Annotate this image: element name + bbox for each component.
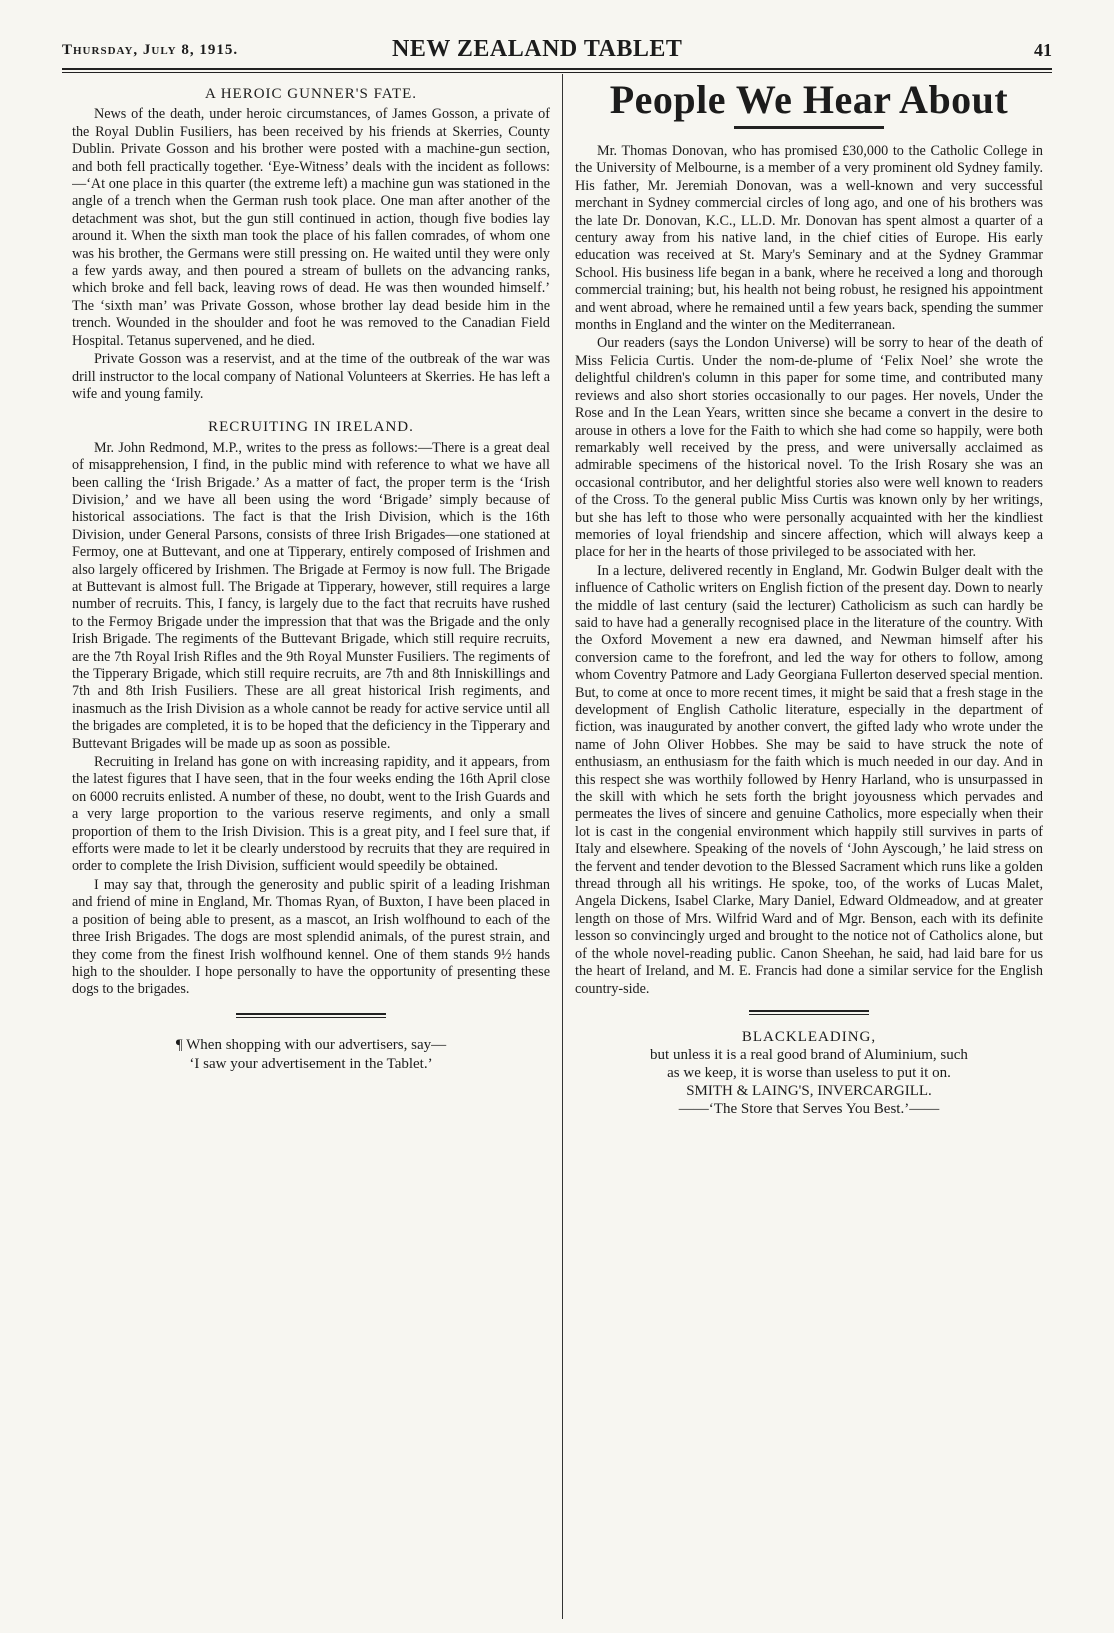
section-masthead: People We Hear About	[609, 78, 1009, 122]
header-date: Thursday, July 8, 1915.	[62, 42, 239, 58]
paragraph: Recruiting in Ireland has gone on with increasing rapidity, and it appears, from the latest figures that I have seen, that in the four weeks ending the 16th April close on 6000 recruits enlisted. A number of these, no doubt, went to the Irish Guards and a very large proportion to the various reserve regiments, and only a small proportion of them to the Irish Division. This is a great pity, and I feel sure that, if efforts were made to let it be clearly understood by recruits that they are required in order to complete the Irish Division, sufficient would speedily be obtained.	[72, 754, 550, 875]
ad-line: SMITH & LAING'S, INVERCARGILL.	[686, 1083, 932, 1100]
advertiser-note	[72, 1036, 550, 1074]
left-column	[72, 86, 550, 1616]
newspaper-title: NEW ZEALAND TABLET	[392, 36, 683, 62]
right-column	[575, 78, 1043, 1618]
section-rule	[236, 1013, 386, 1018]
ad-rule	[749, 1010, 869, 1015]
advertiser-note-line: ‘I saw your advertisement in the Tablet.’	[189, 1055, 433, 1072]
advertiser-note-line: ¶ When shopping with our advertisers, say—	[175, 1036, 447, 1053]
ad-line: ——‘The Store that Serves You Best.’——	[678, 1101, 940, 1118]
page-header	[62, 36, 1052, 66]
ad-title: BLACKLEADING,	[741, 1028, 877, 1045]
paragraph: Mr. John Redmond, M.P., writes to the press as follows:—There is a great deal of misapprehension, I find, in the public mind with reference to what we have all been calling the ‘Irish Brigade.’ As a matter of fact, the proper term is the ‘Irish Division,’ and we have all been using the word ‘Brigade’ simply because of historical associations. The fact is that the Irish Division, which is the 16th Division, under General Parsons, consists of three Irish Brigades—one stationed at Fermoy, one at Buttevant, and one at Tipperary, entirely composed of Irishmen and also largely officered by Irishmen. The Brigade at Fermoy is now full. The Brigade at Buttevant is almost full. The Brigade at Tipperary, however, still requires a large number of recruits. This, I fancy, is largely due to the fact that recruits have rushed to the Fermoy Brigade under the impression that that was the Brigade and the only Irish Brigade. The regiments of the Buttevant Brigade, which still require recruits, are the 7th Royal Irish Rifles and the 9th Royal Munster Fusiliers. The regiments of the Tipperary Brigade, which still require recruits, are 7th and 8th Inniskillings and 7th and 8th Irish Fusiliers. These are all great historical Irish regiments, and inasmuch as the Irish Division as a whole cannot be ready for active service until all the brigades are completed, it is to be hoped that the deficiency in the Tipperary and Buttevant Brigades will be made up as soon as possible.	[72, 439, 550, 752]
article-title-heroic-gunner: A HEROIC GUNNER'S FATE.	[204, 86, 418, 102]
paragraph: News of the death, under heroic circumstances, of James Gosson, a private of the Royal Dublin Fusiliers, has been received by his friends at Skerries, County Dublin. Private Gosson and his brother were posted with a machine-gun section, and both fell practically together. ‘Eye-Witness’ deals with the incident as follows:—‘At one place in this quarter (the extreme left) a machine gun was stationed in the angle of a trench when the German rush took place. One man after another of the detachment was shot, but the gun still continued in action, though five bodies lay around it. When the sixth man took the place of his fallen comrades, of whom one was his brother, the Germans were still pressing on. He waited until they were only a few yards away, and then poured a stream of bullets on the advancing ranks, which broke and fell back, leaving rows of dead. He was then wounded himself.’ The ‘sixth man’ was Private Gosson, whose brother lay dead beside him in the trench. Wounded in the shoulder and foot he was removed to the Canadian Field Hospital. Tetanus supervened, and he died.	[72, 106, 550, 349]
ad-line: but unless it is a real good brand of Aluminium, such	[650, 1047, 968, 1064]
column-divider	[562, 74, 563, 1619]
paragraph: Private Gosson was a reservist, and at the time of the outbreak of the war was drill instructor to the local company of National Volunteers at Skerries. He has left a wife and young family.	[72, 351, 550, 402]
paragraph: Mr. Thomas Donovan, who has promised £30,000 to the Catholic College in the University of Melbourne, is a member of a very prominent old Sydney family. His father, Mr. Jeremiah Donovan, was a well-known and very successful merchant in Sydney commercial circles of long ago, and one of his brothers was the late Dr. Donovan, K.C., LL.D. Mr. Donovan has spent almost a quarter of a century away from his native land, in the chief cities of Europe. His early education was received at St. Mary's Seminary and at the Sydney Grammar School. His business life began in a bank, where he received a long and thorough commercial training; but, his health not being robust, he resigned his appointment and went abroad, where he remained until a few years back, spending the summer months in England and the winter on the Mediterranean.	[575, 143, 1043, 334]
ad-line: as we keep, it is worse than useless to put it on.	[667, 1065, 951, 1082]
paragraph: In a lecture, delivered recently in England, Mr. Godwin Bulger dealt with the influence of Catholic writers on English fiction of the present day. Down to nearly the middle of last century (said the lecturer) Catholicism as such can hardly be said to have had a generally recognised place in the literature of the country. With the Oxford Movement a new era dawned, and Newman himself after his conversion came to the forefront, and led the way for others to follow, among whom Coventry Patmore and Lady Georgiana Fullerton deserved special mention. But, to come at once to more recent times, it might be said that a fresh stage in the development of English Catholic literature, especially in the department of fiction, was inaugurated by another convert, the gifted lady who wrote under the name of John Oliver Hobbes. She may be said to have struck the note of enthusiasm, an enthusiasm for the faith which is much needed in our day. And in this respect she was worthily followed by Henry Harland, who is unsurpassed in the skill with which he sets forth the bright joyousness which pervades and permeates the lives of sincere and genuine Catholics, more especially when their lot is cast in the congenial environment which happily still survives in parts of Italy and elsewhere. Speaking of the novels of ‘John Ayscough,’ he laid stress on the fervent and tender devotion to the Blessed Sacrament which runs like a golden thread through all his writings. He spoke, too, of the works of Lucas Malet, Angela Dickens, Isabel Clarke, Mary Daniel, Edward Oldmeadow, and at greater length on those of Mrs. Wilfrid Ward and of Mgr. Benson, each with its definite lesson so convincingly urged and brought to the notice not of Catholics alone, but of the whole novel-reading public. Canon Sheehan, he said, had laid bare for us the heart of Ireland, and M. E. Francis had done a similar service for the English country-side.	[575, 562, 1043, 997]
paragraph: I may say that, through the generosity and public spirit of a leading Irishman and friend of mine in England, Mr. Thomas Ryan, of Buxton, I have been placed in a position of being able to present, as a mascot, an Irish wolfhound to each of the three Irish Brigades. The dogs are most splendid animals, of the purest strain, and they come from the finest Irish wolfhound kennel. One of them stands 9½ hands high to the shoulder. I hope personally to have the opportunity of presenting these dogs to the brigades.	[72, 876, 550, 998]
paragraph: Our readers (says the London Universe) will be sorry to hear of the death of Miss Felicia Curtis. Under the nom-de-plume of ‘Felix Noel’ she wrote the delightful children's column in this paper for some time, and contributed many reviews and also short stories occasionally to our pages. Her novels, Under the Rose and In the Lean Years, written since she became a convert in the desire to arouse in others a love for the Faith to which she had come so happily, were both remarkably well received by the press, and were universally acclaimed as admirable specimens of the historical novel. To the Irish Rosary she was an occasional contributor, and her delightful stories also were well known to readers of the Cross. To the general public Miss Curtis was known only by her writings, but she has left to those who were personally acquainted with her the kindliest memories of loyal friendship and sincere affection, which will always keep a place for her in the hearts of those privileged to be associated with her.	[575, 335, 1043, 561]
article-title-recruiting: RECRUITING IN IRELAND.	[208, 419, 414, 436]
masthead-rule	[734, 126, 884, 129]
page-number: 41	[1034, 40, 1052, 60]
header-rule	[62, 68, 1052, 73]
